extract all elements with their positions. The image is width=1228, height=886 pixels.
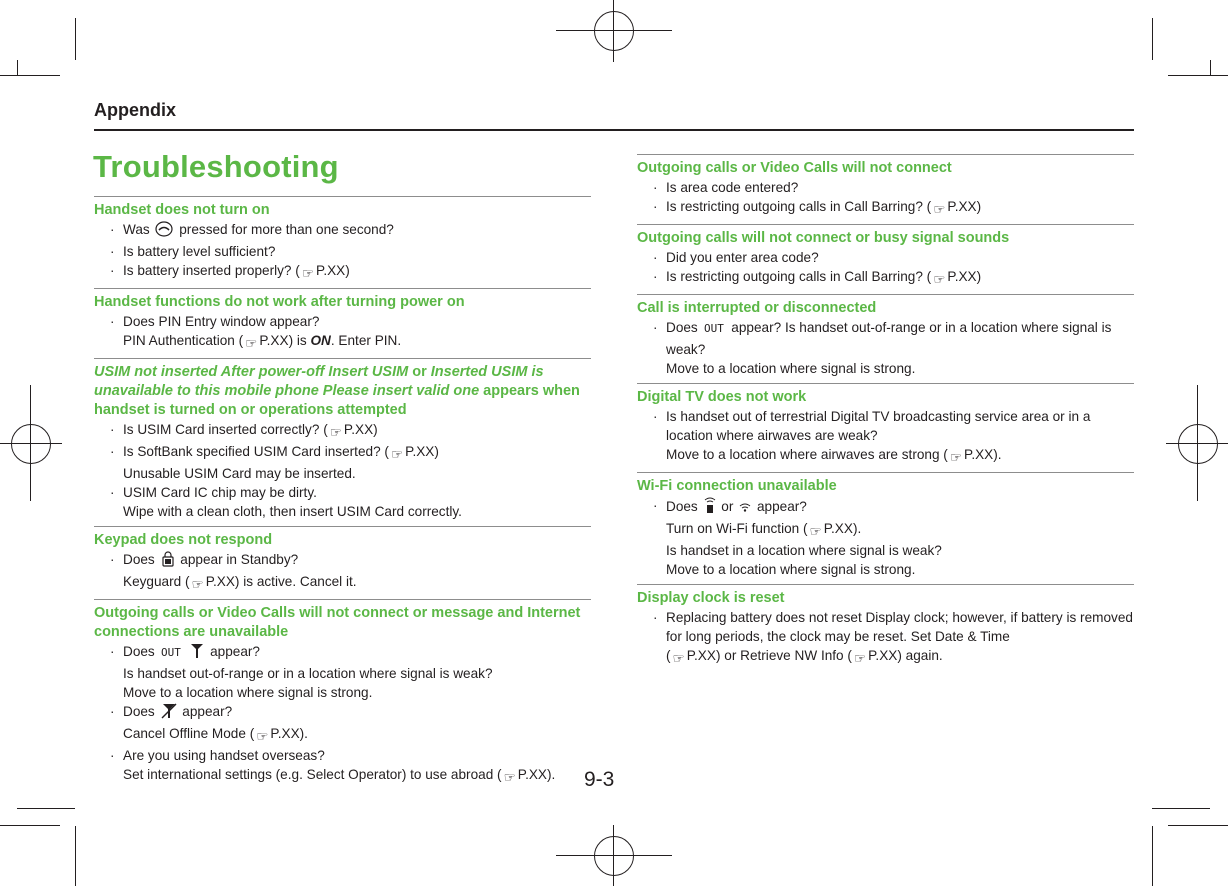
page-ref-hand-icon: ☞: [390, 447, 404, 462]
section-display-clock: [637, 584, 1134, 673]
list-item: · Was pressed for more than one second?: [94, 220, 591, 242]
page-ref-hand-icon: ☞: [245, 336, 258, 351]
list-item: · Does PIN Entry window appear? PIN Authentication ( ☞ P.XX) is ON. Enter PIN.: [94, 312, 591, 353]
list-item: · Is SoftBank specified USIM Card inserted? ( ☞ P.XX) Unusable USIM Card may be inserted.: [94, 442, 591, 483]
left-column: [94, 196, 591, 792]
out-of-range-icon: [161, 643, 183, 664]
keyguard-lock-icon: [161, 551, 175, 572]
section-handset-not-on: [94, 196, 591, 288]
page-reference[interactable]: P.XX: [517, 767, 547, 782]
section-heading: Outgoing calls or Video Calls will not connect or message and Internet connections are unavailable: [94, 605, 581, 640]
section-heading: Handset does not turn on: [94, 202, 270, 218]
list-item: · Does or appear? Turn on Wi-Fi function ( ☞ P.XX). Is handset in a location where signal is weak? Move to a location where signal is strong.: [637, 496, 1134, 579]
page-ref-hand-icon: ☞: [933, 202, 946, 217]
page-reference[interactable]: P.XX: [343, 422, 374, 437]
list-item: · Is battery inserted properly? ( ☞ P.XX): [94, 261, 591, 283]
wifi-weak-icon: [704, 496, 716, 519]
list-item: · USIM Card IC chip may be dirty. Wipe with a clean cloth, then insert USIM Card correctly.: [94, 483, 591, 521]
wifi-icon: [739, 500, 751, 519]
section-video-calls: [637, 154, 1134, 224]
page-ref-hand-icon: ☞: [672, 651, 685, 666]
list-item: · Is area code entered?: [637, 178, 1134, 197]
section-heading: Display clock is reset: [637, 590, 785, 606]
page-ref-hand-icon: ☞: [301, 266, 314, 281]
section-keypad: [94, 526, 591, 599]
list-item: · Is restricting outgoing calls in Call Barring? ( ☞ P.XX): [637, 197, 1134, 219]
svg-text:OUT: OUT: [703, 322, 724, 335]
page-reference[interactable]: P.XX: [270, 726, 300, 741]
page-ref-hand-icon: ☞: [853, 651, 867, 666]
page-ref-hand-icon: ☞: [191, 577, 204, 592]
section-functions-not-work: [94, 288, 591, 358]
page-ref-hand-icon: ☞: [949, 450, 963, 465]
section-usim-not-inserted: [94, 358, 591, 526]
out-of-range-icon: [704, 319, 726, 340]
page-reference[interactable]: P.XX: [947, 199, 977, 214]
page-reference[interactable]: P.XX: [964, 447, 994, 462]
page-reference[interactable]: P.XX: [405, 444, 435, 459]
page-reference[interactable]: P.XX: [823, 521, 853, 536]
offline-mode-icon: [161, 703, 177, 724]
svg-text:OUT: OUT: [160, 646, 181, 659]
list-item: · Did you enter area code?: [637, 248, 1134, 267]
page-reference[interactable]: P.XX: [316, 263, 346, 278]
section-heading: Keypad does not respond: [94, 532, 273, 548]
section-heading: Digital TV does not work: [637, 389, 807, 405]
power-end-key-icon: [155, 221, 173, 242]
list-item: · Does OUT appear? Is handset out-of-range or in a location where signal is weak? Move to a location where signal is strong.: [637, 318, 1134, 378]
list-item: · Does appear in Standby? Keyguard ( ☞ P.XX) is active. Cancel it.: [94, 550, 591, 594]
page-reference[interactable]: P.XX: [259, 333, 289, 348]
list-item: · Is battery level sufficient?: [94, 242, 591, 261]
section-busy-signal: [637, 224, 1134, 294]
list-item: · Replacing battery does not reset Display clock; however, if battery is removed for long periods, the clock may be reset. Set Date & Time ( ☞ P.XX) or Retrieve NW Info ( ☞ P.XX) again.: [637, 608, 1134, 668]
header-rule: [94, 129, 1134, 131]
page-ref-hand-icon: ☞: [329, 425, 342, 440]
list-item: · Is restricting outgoing calls in Call Barring? ( ☞ P.XX): [637, 267, 1134, 289]
page-ref-hand-icon: ☞: [256, 729, 269, 744]
section-heading: Outgoing calls will not connect or busy signal sounds: [637, 230, 1010, 246]
page-number: 9-3: [584, 768, 615, 791]
page-header: Appendix: [94, 100, 177, 120]
page-reference[interactable]: P.XX: [868, 648, 898, 663]
list-item: · Is handset out of terrestrial Digital TV broadcasting service area or in a location where airwaves are weak? Move to a location where airwaves are strong ( ☞ P.XX).: [637, 407, 1134, 467]
section-wifi: [637, 472, 1134, 584]
list-item: · Does appear? Cancel Offline Mode ( ☞ P.XX).: [94, 702, 591, 746]
page-reference[interactable]: P.XX: [947, 269, 977, 284]
antenna-icon: [190, 643, 204, 664]
page-ref-hand-icon: ☞: [503, 770, 516, 785]
page-reference[interactable]: P.XX: [205, 574, 235, 589]
section-outgoing-message-internet: [94, 599, 591, 792]
page-reference[interactable]: P.XX: [686, 648, 716, 663]
page-title: Troubleshooting: [93, 149, 339, 184]
section-heading: USIM not inserted After power-off Insert USIM or Inserted USIM is unavailable to this mobile phone Please insert valid one appears when handset is turned on or operations attempted: [94, 364, 580, 418]
list-item: · Is USIM Card inserted correctly? ( ☞ P.XX): [94, 420, 591, 442]
section-digital-tv: [637, 383, 1134, 472]
section-call-interrupted: [637, 294, 1134, 383]
list-item: · Are you using handset overseas? Set international settings (e.g. Select Operator) to use abroad ( ☞ P.XX).: [94, 746, 591, 787]
section-heading: Wi-Fi connection unavailable: [637, 478, 837, 494]
list-item: · Does OUT appear? Is handset out-of-range or in a location where signal is weak? Move to a location where signal is strong.: [94, 642, 591, 702]
section-heading: Call is interrupted or disconnected: [637, 300, 877, 316]
page-ref-hand-icon: ☞: [933, 272, 946, 287]
section-heading: Outgoing calls or Video Calls will not connect: [637, 160, 952, 176]
right-column: [637, 154, 1134, 673]
page-ref-hand-icon: ☞: [809, 524, 822, 539]
section-heading: Handset functions do not work after turning power on: [94, 294, 465, 310]
